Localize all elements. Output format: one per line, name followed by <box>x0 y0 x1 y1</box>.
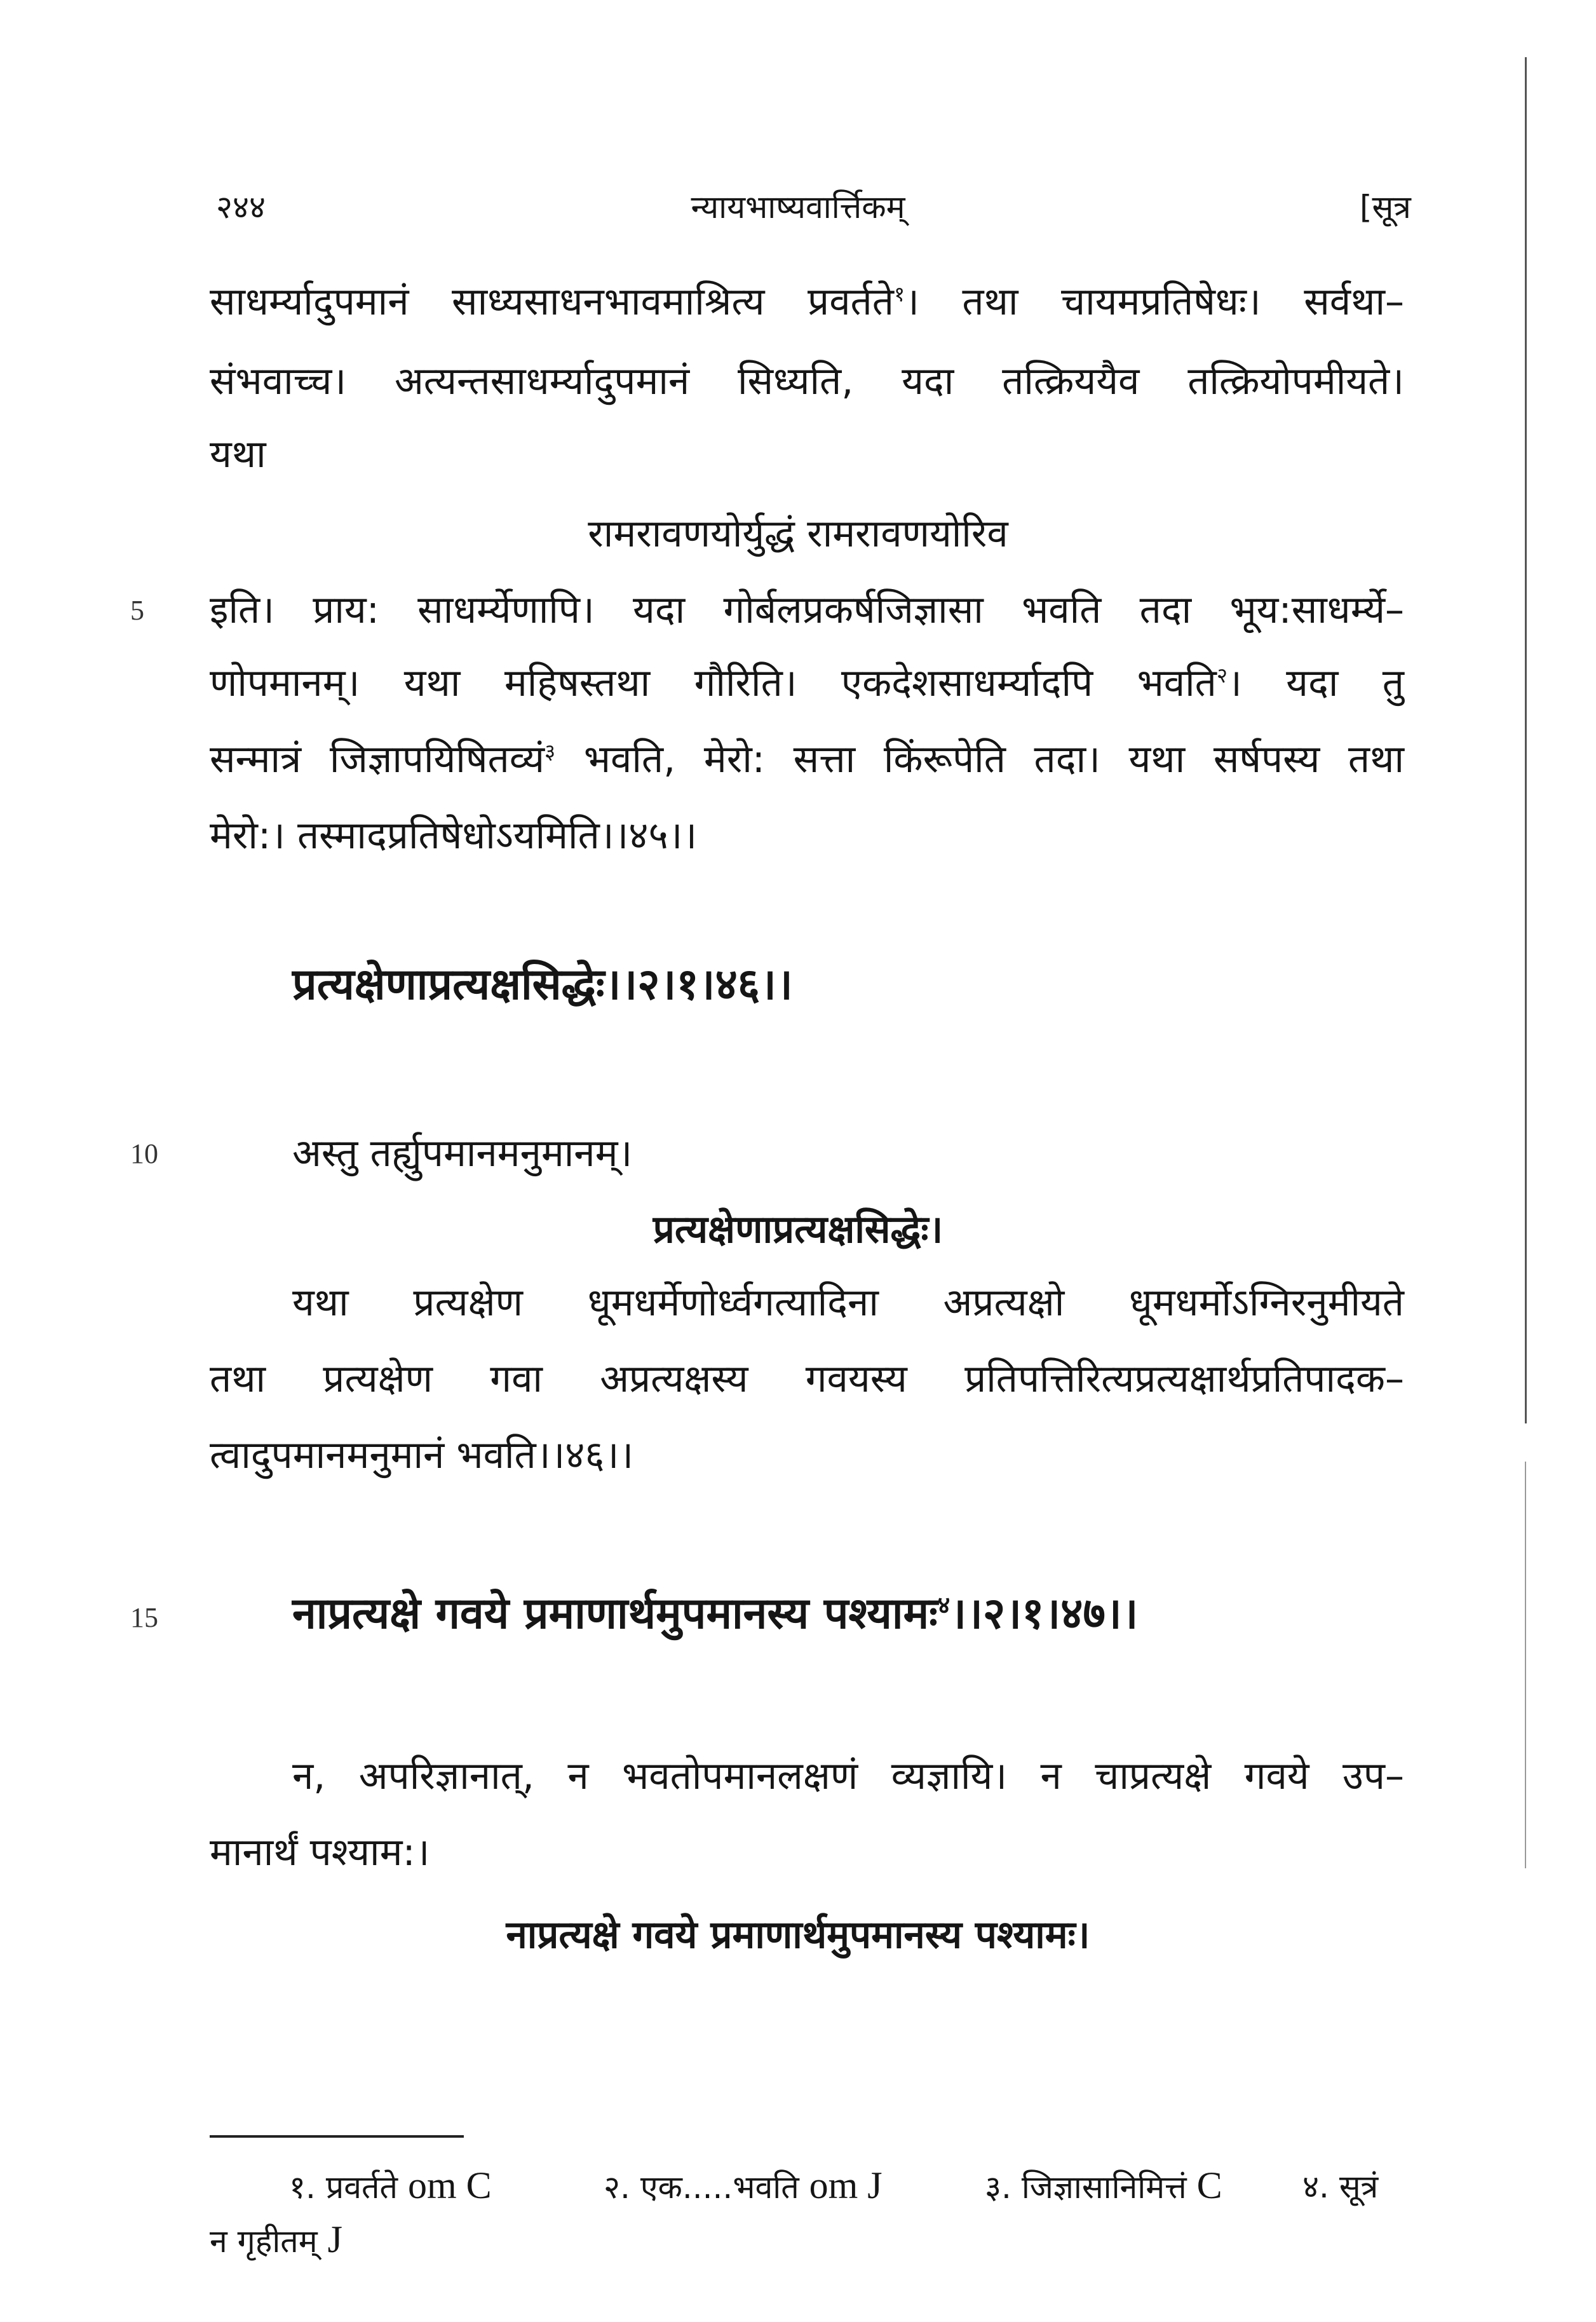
sutra-heading-46: प्रत्यक्षेणाप्रत्यक्षसिद्धेः।।२।१।४६।। <box>292 960 793 1010</box>
footnote-rule <box>210 2135 464 2138</box>
sutra-heading-47: नाप्रत्यक्षे गवये प्रमाणार्थमुपमानस्य पश्यामः$^४$।।२।१।४७।। <box>292 1589 1139 1639</box>
footnote-ref: १ <box>893 282 905 306</box>
text-line-1: साधर्म्यादुपमानं साध्यसाधनभावमाश्रित्य प्रवर्तते$^१$। तथा चायमप्रतिषेधः। सर्वथा– <box>210 280 1404 324</box>
text-line-10: अस्तु तर्ह्युपमानमनुमानम्। <box>292 1131 633 1176</box>
text-line-3: यथा <box>210 432 266 477</box>
text-line-14: त्वादुपमानमनुमानं भवति।।४६।। <box>210 1433 634 1477</box>
footnote-2: २. एक.....भवति om J <box>604 2164 883 2206</box>
line-number: 15 <box>130 1602 158 1633</box>
text-line-5: इति। प्राय: साधर्म्येणापि। यदा गोर्बलप्रकर्षजिज्ञासा भवति तदा भूय:साधर्म्ये– <box>210 588 1404 632</box>
line-number: 10 <box>130 1138 158 1169</box>
sutra-pratika-47: नाप्रत्यक्षे गवये प्रमाणार्थमुपमानस्य पश्यामः। <box>506 1913 1090 1957</box>
verse-quote: रामरावणयोर्युद्धं रामरावणयोरिव <box>588 512 1008 556</box>
footnote-ref: २ <box>1216 663 1228 688</box>
page-number: २४४ <box>216 189 266 226</box>
section-marker: [सूत्र <box>1360 189 1411 226</box>
text-line-13: तथा प्रत्यक्षेण गवा अप्रत्यक्षस्य गवयस्य प्रतिपत्तिरित्यप्रत्यक्षार्थप्रतिपादक– <box>210 1357 1404 1401</box>
sutra-pratika: प्रत्यक्षेणाप्रत्यक्षसिद्धेः। <box>653 1207 943 1252</box>
footnote-3: ३. जिज्ञासानिमित्तं C <box>985 2164 1222 2206</box>
footnote-1: १. प्रवर्तते om C <box>289 2164 492 2206</box>
text-line-7: सन्मात्रं जिज्ञापयिषितव्यं$^३$ भवति, मेरो: सत्ता किंरूपेति तदा। यथा सर्षपस्य तथा <box>210 737 1404 782</box>
running-title: न्यायभाष्यवार्त्तिकम् <box>691 189 905 226</box>
text-line-2: संभवाच्च। अत्यन्तसाधर्म्यादुपमानं सिध्यति, यदा तत्क्रिययैव तत्क्रियोपमीयते। <box>210 359 1404 404</box>
footnote-4-cont: न गृहीतम् J <box>210 2218 342 2260</box>
scan-edge-line-lower <box>1525 1462 1526 1868</box>
line-number: 5 <box>130 595 144 626</box>
text-line-8: मेरो:। तस्मादप्रतिषेधोऽयमिति।।४५।। <box>210 813 698 858</box>
text-line-16: न, अपरिज्ञानात्, न भवतोपमानलक्षणं व्यज्ञायि। न चाप्रत्यक्षे गवये उप– <box>292 1754 1404 1798</box>
footnote-4: ४. सूत्रं <box>1302 2168 1379 2205</box>
text-line-17: मानार्थं पश्याम:। <box>210 1830 430 1875</box>
footnote-ref: ४ <box>937 1591 950 1619</box>
footnote-ref: ३ <box>544 739 556 764</box>
text-line-12: यथा प्रत्यक्षेण धूमधर्मेणोर्ध्वगत्यादिना अप्रत्यक्षो धूमधर्मोऽग्निरनुमीयते <box>292 1280 1404 1325</box>
text-line-6: णोपमानम्। यथा महिषस्तथा गौरिति। एकदेशसाधर्म्यादपि भवति$^२$। यदा तु <box>210 661 1404 705</box>
